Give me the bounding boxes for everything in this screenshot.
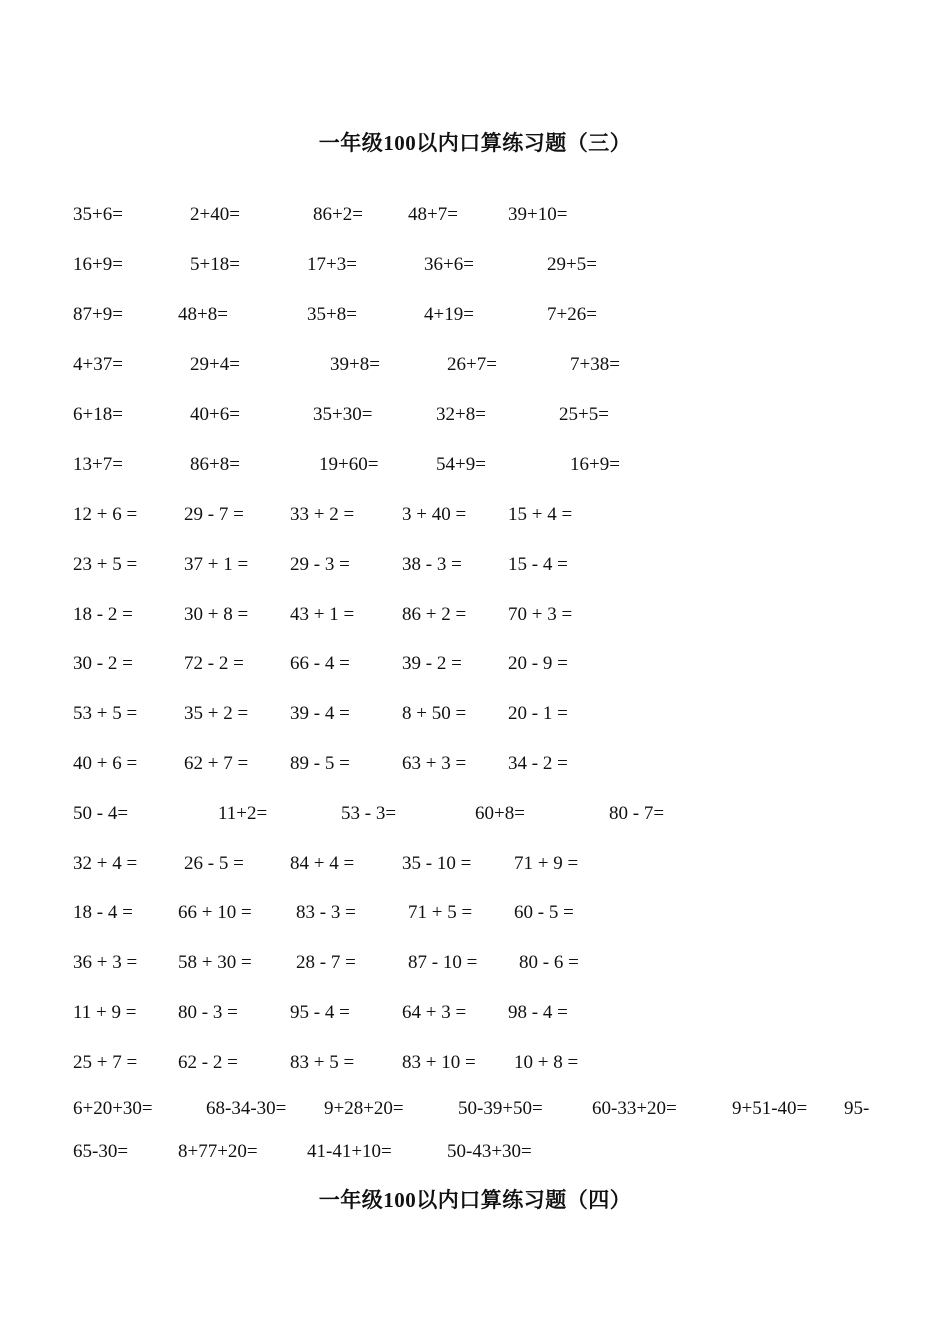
- exercise-item: 64 + 3 =: [402, 1002, 467, 1023]
- exercise-row: [0, 404, 950, 434]
- exercise-item: 20 - 9 =: [508, 653, 568, 674]
- exercise-item: 29+4=: [190, 354, 240, 375]
- exercise-item: 32+8=: [436, 404, 486, 425]
- exercise-item: 48+7=: [408, 204, 458, 225]
- exercise-item: 29+5=: [547, 254, 597, 275]
- exercise-item: 35+30=: [313, 404, 373, 425]
- exercise-item: 36 + 3 =: [73, 952, 138, 973]
- exercise-row: [0, 952, 950, 982]
- exercise-row: [0, 204, 950, 234]
- exercise-row: [0, 454, 950, 484]
- exercise-item: 7+26=: [547, 304, 597, 325]
- exercise-item: 50-39+50=: [458, 1098, 543, 1119]
- exercise-item: 16+9=: [73, 254, 123, 275]
- exercise-item: 8+77+20=: [178, 1141, 258, 1162]
- exercise-item: 68-34-30=: [206, 1098, 287, 1119]
- exercise-item: 39+8=: [330, 354, 380, 375]
- exercise-item: 9+28+20=: [324, 1098, 404, 1119]
- exercise-item: 6+20+30=: [73, 1098, 153, 1119]
- exercise-item: 60-33+20=: [592, 1098, 677, 1119]
- exercise-item: 71 + 9 =: [514, 853, 579, 874]
- exercise-item: 83 + 10 =: [402, 1052, 476, 1073]
- exercise-item: 54+9=: [436, 454, 486, 475]
- exercise-item: 53 + 5 =: [73, 703, 138, 724]
- exercise-item: 25 + 7 =: [73, 1052, 138, 1073]
- exercise-item: 9+51-40=: [732, 1098, 808, 1119]
- exercise-item: 6+18=: [73, 404, 123, 425]
- exercise-item: 34 - 2 =: [508, 753, 568, 774]
- worksheet-title-3: 一年级100以内口算练习题（三）: [318, 131, 632, 155]
- exercise-row: [0, 803, 950, 833]
- exercise-item: 50 - 4=: [73, 803, 129, 824]
- exercise-item: 20 - 1 =: [508, 703, 568, 724]
- exercise-item: 40+6=: [190, 404, 240, 425]
- exercise-row: [0, 653, 950, 683]
- exercise-item: 35 + 2 =: [184, 703, 249, 724]
- exercise-item: 29 - 3 =: [290, 554, 350, 575]
- exercise-row: [0, 753, 950, 783]
- exercise-row: [0, 1002, 950, 1032]
- exercise-item: 4+19=: [424, 304, 474, 325]
- exercise-row: [0, 354, 950, 384]
- exercise-item: 48+8=: [178, 304, 228, 325]
- exercise-item: 62 - 2 =: [178, 1052, 238, 1073]
- exercise-item: 66 + 10 =: [178, 902, 252, 923]
- exercise-row: [0, 554, 950, 584]
- exercise-item: 8 + 50 =: [402, 703, 467, 724]
- exercise-item: 95 - 4 =: [290, 1002, 350, 1023]
- worksheet-title-4: 一年级100以内口算练习题（四）: [318, 1188, 632, 1212]
- exercise-item: 65-30=: [73, 1141, 129, 1162]
- exercise-item: 84 + 4 =: [290, 853, 355, 874]
- exercise-item: 4+37=: [73, 354, 123, 375]
- exercise-item: 41-41+10=: [307, 1141, 392, 1162]
- exercise-item: 18 - 4 =: [73, 902, 133, 923]
- exercise-item: 11+2=: [218, 803, 268, 824]
- exercise-item: 25+5=: [559, 404, 609, 425]
- exercise-item: 62 + 7 =: [184, 753, 249, 774]
- exercise-item: 71 + 5 =: [408, 902, 473, 923]
- exercise-item: 83 + 5 =: [290, 1052, 355, 1073]
- exercise-item: 13+7=: [73, 454, 123, 475]
- exercise-item: 58 + 30 =: [178, 952, 252, 973]
- exercise-item: 87+9=: [73, 304, 123, 325]
- exercise-row: [0, 504, 950, 534]
- exercise-row: [0, 1141, 950, 1171]
- exercise-row: [0, 604, 950, 634]
- exercise-item: 12 + 6 =: [73, 504, 138, 525]
- exercise-item: 80 - 7=: [609, 803, 665, 824]
- exercise-item: 7+38=: [570, 354, 620, 375]
- exercise-item: 60+8=: [475, 803, 525, 824]
- exercise-row: [0, 902, 950, 932]
- exercise-item: 16+9=: [570, 454, 620, 475]
- exercise-item: 66 - 4 =: [290, 653, 350, 674]
- exercise-item: 33 + 2 =: [290, 504, 355, 525]
- exercise-row: [0, 1098, 950, 1128]
- exercise-item: 37 + 1 =: [184, 554, 249, 575]
- exercise-row: [0, 304, 950, 334]
- exercise-item: 3 + 40 =: [402, 504, 467, 525]
- exercise-item: 35 - 10 =: [402, 853, 472, 874]
- exercise-item: 18 - 2 =: [73, 604, 133, 625]
- exercise-row: [0, 703, 950, 733]
- exercise-item: 86+8=: [190, 454, 240, 475]
- exercise-item: 86+2=: [313, 204, 363, 225]
- exercise-item: 63 + 3 =: [402, 753, 467, 774]
- exercise-item: 39+10=: [508, 204, 568, 225]
- exercise-item: 10 + 8 =: [514, 1052, 579, 1073]
- exercise-item: 5+18=: [190, 254, 240, 275]
- exercise-item: 53 - 3=: [341, 803, 397, 824]
- exercise-item: 50-43+30=: [447, 1141, 532, 1162]
- exercise-item: 30 - 2 =: [73, 653, 133, 674]
- exercise-item: 38 - 3 =: [402, 554, 462, 575]
- exercise-item: 2+40=: [190, 204, 240, 225]
- exercise-item: 15 - 4 =: [508, 554, 568, 575]
- exercise-item: 39 - 4 =: [290, 703, 350, 724]
- exercise-item: 29 - 7 =: [184, 504, 244, 525]
- exercise-row: [0, 1052, 950, 1082]
- exercise-item: 72 - 2 =: [184, 653, 244, 674]
- exercise-item: 36+6=: [424, 254, 474, 275]
- exercise-item: 83 - 3 =: [296, 902, 356, 923]
- exercise-item: 19+60=: [319, 454, 379, 475]
- exercise-item: 39 - 2 =: [402, 653, 462, 674]
- exercise-item: 32 + 4 =: [73, 853, 138, 874]
- exercise-item: 95-: [844, 1098, 870, 1119]
- exercise-item: 40 + 6 =: [73, 753, 138, 774]
- exercise-item: 87 - 10 =: [408, 952, 478, 973]
- exercise-item: 35+8=: [307, 304, 357, 325]
- exercise-item: 60 - 5 =: [514, 902, 574, 923]
- exercise-item: 11 + 9 =: [73, 1002, 137, 1023]
- exercise-item: 80 - 3 =: [178, 1002, 238, 1023]
- exercise-item: 28 - 7 =: [296, 952, 356, 973]
- exercise-item: 35+6=: [73, 204, 123, 225]
- exercise-item: 43 + 1 =: [290, 604, 355, 625]
- exercise-item: 89 - 5 =: [290, 753, 350, 774]
- exercise-item: 86 + 2 =: [402, 604, 467, 625]
- exercise-row: [0, 853, 950, 883]
- exercise-item: 15 + 4 =: [508, 504, 573, 525]
- exercise-item: 17+3=: [307, 254, 357, 275]
- exercise-item: 23 + 5 =: [73, 554, 138, 575]
- exercise-item: 26+7=: [447, 354, 497, 375]
- exercise-row: [0, 254, 950, 284]
- exercise-item: 80 - 6 =: [519, 952, 579, 973]
- exercise-item: 98 - 4 =: [508, 1002, 568, 1023]
- exercise-item: 26 - 5 =: [184, 853, 244, 874]
- exercise-item: 70 + 3 =: [508, 604, 573, 625]
- exercise-item: 30 + 8 =: [184, 604, 249, 625]
